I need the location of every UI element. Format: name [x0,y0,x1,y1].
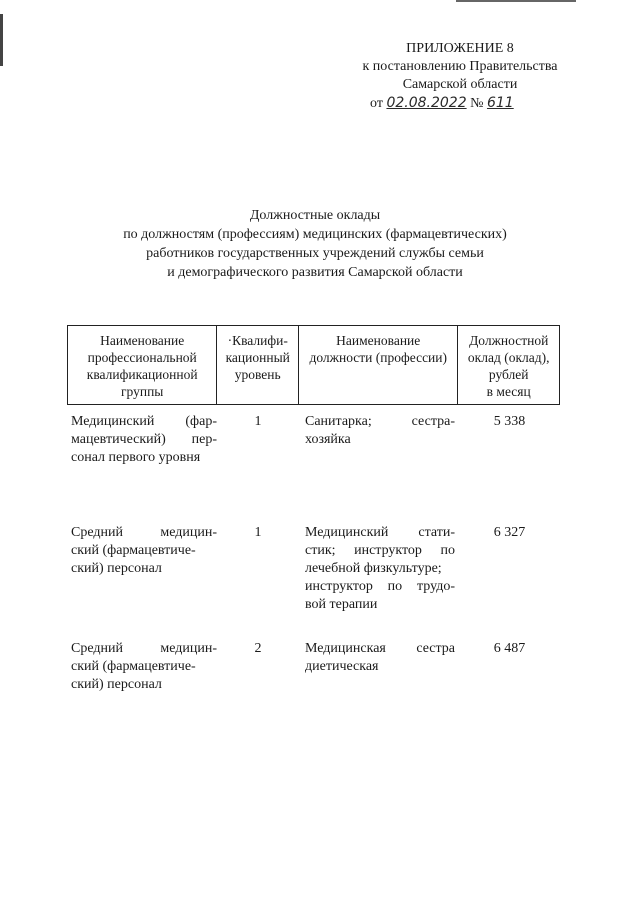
title-line-3: работников государственных учреждений службы семьи [146,246,484,261]
title-line-1: Должностные оклады [249,208,381,223]
table-row [67,640,560,694]
col-header-position: Наименование должности (профессии) [299,326,458,404]
table-row [67,524,560,614]
handwritten-number: 611 [486,95,514,111]
title-line-4: и демографического развития Самарской области [167,265,463,280]
order-date-number [370,94,514,113]
cell-position: Медицинский стати- стик; инструктор по лечебной физкультуре; инструктор по трудо- вой терапии [305,525,455,612]
title-line-2: по должностям (профессиям) медицинских (фармацевтических) [123,227,507,242]
col-header-group: Наименование профессиональной квалификационной группы [68,326,217,404]
col-header-level: ·Квалифи- кационный уровень [217,326,299,404]
scan-top-mark [456,0,576,2]
cell-level: 1 [254,525,262,540]
cell-level: 1 [254,414,262,429]
cell-salary: 6 327 [493,525,526,540]
cell-group: Средний медицин- ский (фармацевтиче- ский) персонал [71,641,217,692]
appendix-header [330,40,590,94]
appendix-title: ПРИЛОЖЕНИЕ 8 [406,41,514,56]
cell-group: Средний медицин- ский (фармацевтиче- ский) персонал [71,525,217,576]
cell-position: Медицинская сестра диетическая [305,641,455,674]
table-row [67,413,560,467]
salary-table-header [67,325,560,405]
cell-group: Медицинский (фар- мацевтический) пер- сонал первого уровня [71,414,217,465]
number-label: № [470,96,484,111]
document-title [60,206,570,282]
appendix-line-2: к постановлению Правительства [362,59,558,74]
cell-position: Санитарка; сестра- хозяйка [305,414,455,447]
handwritten-date: 02.08.2022 [386,95,467,111]
cell-salary: 5 338 [493,414,526,429]
col-header-salary: Должностной оклад (оклад), рублей в месяц [467,333,550,399]
from-label: от [370,96,383,111]
scan-edge-mark [0,14,3,66]
cell-level: 2 [254,641,262,656]
cell-salary: 6 487 [493,641,526,656]
appendix-line-3: Самарской области [402,77,518,92]
